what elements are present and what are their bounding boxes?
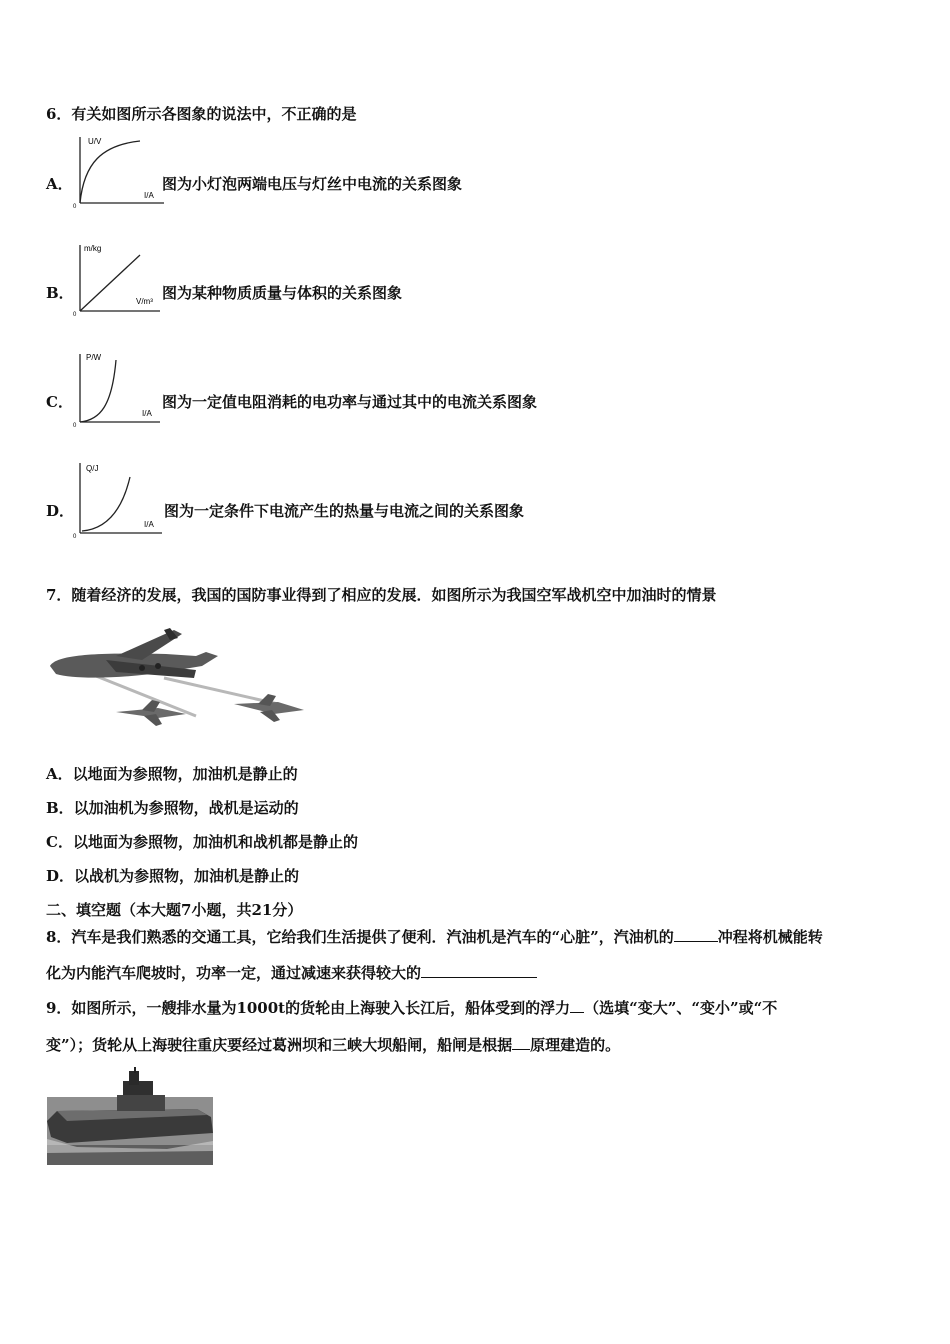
q8-blank-stroke (674, 927, 718, 942)
q8-line-1-text-a: 8．汽车是我们熟悉的交通工具，它给我们生活提供了便利．汽油机是汽车的“心脏”，汽油机的 (46, 928, 674, 946)
q9-line-1-text-a: 9．如图所示，一艘排水量为1000t的货轮由上海驶入长江后，船体受到的浮力 (46, 999, 571, 1017)
q9-line-1-text-b: （选填“变大”、“变小”或“不 (584, 999, 778, 1017)
graph-a-voltage-current (72, 133, 168, 209)
q9-line-2 (46, 1034, 620, 1055)
graph-d-heat-current (72, 459, 168, 539)
graph-c-origin: 0 (73, 423, 77, 428)
graph-b-mass-volume (72, 241, 168, 317)
graph-a-y-label: U/V (88, 137, 102, 146)
aerial-refueling-photo (46, 626, 308, 736)
q9-line-2-text-b: 原理建造的。 (530, 1036, 621, 1054)
q6-option-b-text: 图为某种物质质量与体积的关系图象 (162, 284, 403, 302)
aircraft-carrier-photo (47, 1067, 213, 1169)
q6-option-d-text: 图为一定条件下电流产生的热量与电流之间的关系图象 (164, 502, 525, 520)
q9-line-2-text-a: 变”）；货轮从上海驶往重庆要经过葛洲坝和三峡大坝船闸，船闸是根据 (46, 1036, 513, 1054)
graph-b-y-label: m/kg (84, 244, 102, 253)
q7-stem: 7．随着经济的发展，我国的国防事业得到了相应的发展．如图所示为我国空军战机空中加油时的情景 (46, 586, 717, 604)
q6-option-c-letter: C． (46, 393, 73, 411)
section-2-heading: 二、填空题（本大题7小题，共21分） (46, 901, 303, 919)
q8-blank-force (421, 963, 537, 978)
graph-d-y-label: Q/J (86, 464, 99, 473)
q6-option-d-letter: D． (46, 502, 75, 520)
graph-d-x-label: I/A (144, 520, 154, 529)
q8-line-2-text: 化为内能汽车爬坡时，功率一定，通过减速来获得较大的 (46, 964, 422, 982)
q6-option-a-text: 图为小灯泡两端电压与灯丝中电流的关系图象 (162, 175, 463, 193)
graph-c-power-current (72, 350, 168, 428)
graph-c-x-label: I/A (142, 409, 152, 418)
q6-option-c-text: 图为一定值电阻消耗的电功率与通过其中的电流关系图象 (162, 393, 538, 411)
q9-line-1 (46, 997, 777, 1018)
graph-c-y-label: P/W (86, 353, 102, 362)
q7-option-a: A．以地面为参照物，加油机是静止的 (46, 765, 298, 783)
q8-line-2 (46, 962, 537, 983)
q8-line-1-text-b: 冲程将机械能转 (717, 928, 823, 946)
q7-option-b: B．以加油机为参照物，战机是运动的 (46, 799, 299, 817)
q8-line-1 (46, 926, 823, 947)
q6-stem: 6．有关如图所示各图象的说法中，不正确的是 (46, 105, 357, 123)
graph-a-x-label: I/A (144, 191, 154, 200)
graph-b-origin: 0 (73, 312, 77, 317)
q7-option-c: C．以地面为参照物，加油机和战机都是静止的 (46, 833, 358, 851)
graph-b-x-label: V/m³ (136, 297, 153, 306)
q7-option-d: D．以战机为参照物，加油机是静止的 (46, 867, 300, 885)
q9-blank-principle (512, 1035, 530, 1050)
q6-option-b-letter: B． (46, 284, 74, 302)
q9-blank-buoyancy (570, 998, 584, 1013)
graph-a-origin: 0 (73, 204, 77, 209)
graph-d-origin: 0 (73, 534, 77, 539)
q6-option-a-letter: A． (46, 175, 73, 193)
